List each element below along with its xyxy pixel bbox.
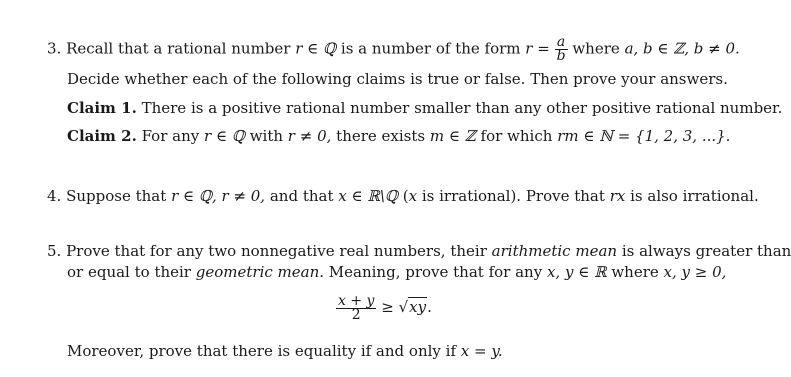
- math-r-equals: r =: [525, 39, 550, 58]
- claim-2: [67, 126, 730, 146]
- claim-1-label: Claim 1.: [67, 99, 137, 117]
- claim-2-math-d: r ≠ 0,: [287, 127, 332, 145]
- problem-5-math-2d: x, y ∈ ℝ: [546, 263, 607, 281]
- claim-2-label: Claim 2.: [67, 127, 137, 145]
- fraction-numerator: a: [555, 36, 568, 50]
- problem-4-number: 4.: [47, 187, 62, 205]
- problem-4-text-g: is irrational). Prove that: [421, 187, 605, 205]
- fraction-a-over-b: [555, 36, 568, 63]
- problem-5-number: 5.: [47, 242, 62, 260]
- claim-2-text-c: with: [249, 127, 284, 145]
- problem-3-text-3: where: [572, 39, 620, 58]
- problem-5-last-math: x = y.: [460, 342, 503, 360]
- claim-2-math-f: m ∈ ℤ: [429, 127, 476, 145]
- claim-2-text-a: For any: [141, 127, 200, 145]
- problem-3-line-1: [47, 36, 740, 63]
- problem-5-line-2: [67, 262, 726, 282]
- problem-5-math-2f: x, y ≥ 0,: [663, 263, 727, 281]
- problem-5-arithmetic-mean: arithmetic mean: [491, 242, 618, 260]
- claim-1-text: There is a positive rational number smaller than any other positive rational number.: [141, 99, 783, 117]
- claim-2-math-b: r ∈ ℚ: [204, 127, 245, 145]
- problem-5-text-2e: where: [611, 263, 659, 281]
- fraction-denominator: b: [556, 48, 566, 64]
- square-root: [399, 292, 428, 322]
- radicand: xy: [409, 298, 427, 316]
- sqrt-symbol-icon: √: [398, 298, 409, 316]
- equation-relation: ≥: [381, 298, 394, 316]
- problem-4-math-h: rx: [609, 187, 626, 205]
- problem-3-number: 3.: [47, 39, 62, 58]
- claim-2-text-g: for which: [480, 127, 553, 145]
- equation-period: .: [427, 298, 432, 316]
- problem-5-text-c: is always greater than: [621, 242, 791, 260]
- display-equation: [336, 292, 432, 322]
- math-r-in-q: r ∈ ℚ: [295, 39, 337, 58]
- problem-4-text-i: is also irrational.: [630, 187, 759, 205]
- equation-denominator: 2: [351, 306, 361, 323]
- problem-5-last-text: Moreover, prove that there is equality if and only if: [67, 342, 456, 360]
- problem-4-text-c: and that: [269, 187, 334, 205]
- problem-4-math-b: r ∈ ℚ, r ≠ 0,: [171, 187, 266, 205]
- problem-3-instruction: Decide whether each of the following claims is true or false. Then prove your answers.: [67, 70, 728, 88]
- problem-5-last-line: [67, 341, 503, 361]
- claim-2-math-h: rm ∈ ℕ = {1, 2, 3, ...}.: [557, 127, 731, 145]
- problem-3-text: Recall that a rational number: [66, 39, 291, 58]
- problem-5-text-2c: Meaning, prove that for any: [328, 263, 543, 281]
- problem-4: [47, 186, 759, 206]
- problem-4-paren: (: [402, 187, 409, 205]
- claim-2-text-e: there exists: [336, 127, 426, 145]
- problem-5-line-1: [47, 241, 791, 261]
- equation-numerator: x + y: [338, 292, 375, 309]
- problem-5-text-2a: or equal to their: [67, 263, 191, 281]
- math-ab-conditions: a, b ∈ ℤ, b ≠ 0.: [624, 39, 740, 58]
- problem-5-text-a: Prove that for any two nonnegative real numbers, their: [66, 242, 487, 260]
- problem-3-text-2: is a number of the form: [340, 39, 521, 58]
- problem-5-geometric-mean: geometric mean.: [195, 263, 325, 281]
- problem-4-math-f: x: [408, 187, 418, 205]
- problem-4-text-a: Suppose that: [66, 187, 167, 205]
- equation-fraction: [336, 292, 376, 323]
- claim-1: [67, 98, 782, 118]
- problem-4-math-d: x ∈ ℝ\ℚ: [338, 187, 398, 205]
